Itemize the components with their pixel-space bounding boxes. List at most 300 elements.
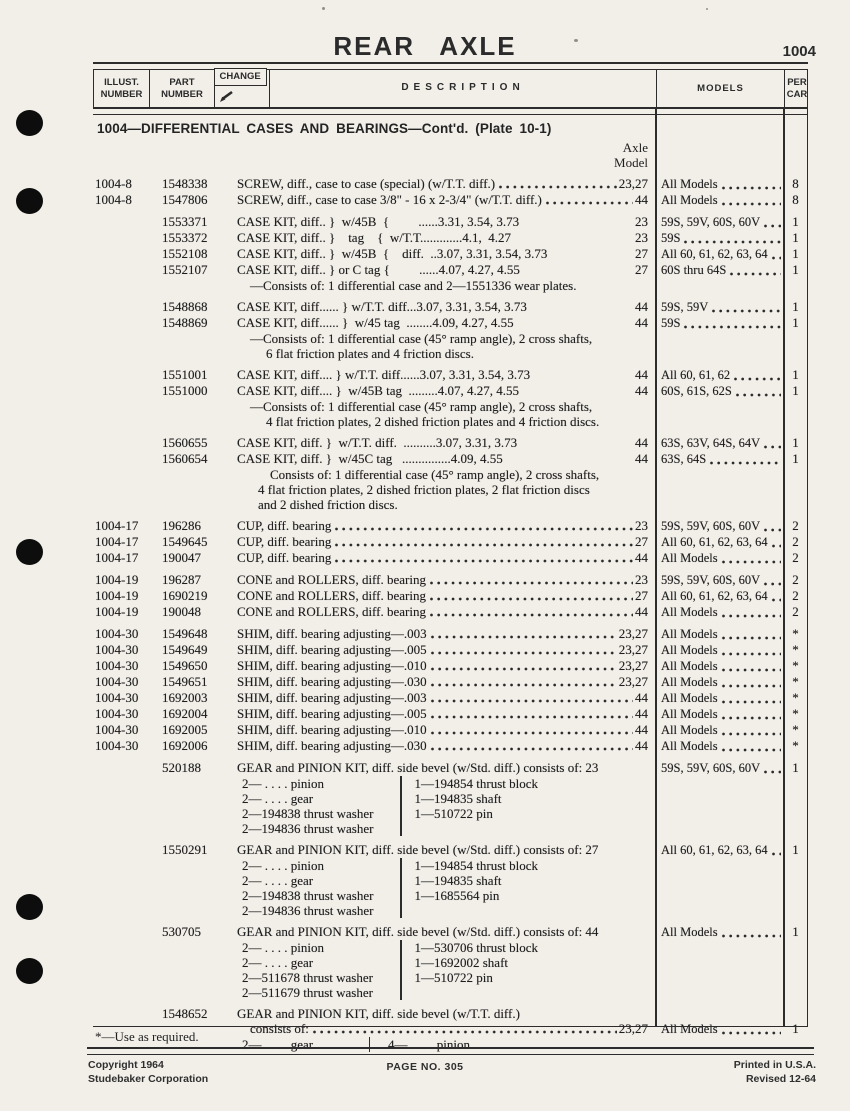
axle-model-value: 23,27 [618,658,648,673]
note-row [93,497,808,512]
description-text: SHIM, diff. bearing adjusting—.030 [237,674,427,689]
footer-text: Printed in U.S.A. [733,1059,816,1071]
table-content [93,108,808,1052]
note-row [93,467,808,482]
part-number-cell: 1560654 [162,451,208,466]
part-number-cell: 196286 [162,518,201,533]
footer-text: Revised 12-64 [745,1073,816,1085]
description-text: CASE KIT, diff...... } w/45 tag ........4.09, 4.27, 4.55 [237,315,514,330]
description-cell [237,383,648,398]
description-cell [237,842,648,857]
models-cell [658,1022,783,1037]
models-text: 60S, 61S, 62S [661,384,732,398]
row-group [93,435,808,512]
table-row [93,435,808,451]
description-text: SHIM, diff. bearing adjusting—.010 [237,658,427,673]
axle-model-value: 23,27 [618,674,648,689]
illust-number-cell: 1004-17 [95,518,139,533]
illust-number-cell: 1004-30 [95,626,139,641]
description-text: SHIM, diff. bearing adjusting—.003 [237,690,427,705]
axle-model-value: 23 [635,214,648,229]
models-text: All Models [661,627,718,641]
models-cell [658,519,783,534]
column-header-per-car [784,70,809,107]
kit-item: 2— . . . . gear [242,1037,314,1052]
description-cell [237,331,648,346]
dot-leader [763,218,781,229]
kit-left-column [242,776,400,836]
kit-item: 4— . . . . pinion [388,1037,470,1052]
description-text: SHIM, diff. bearing adjusting—.010 [237,722,427,737]
models-cell [658,316,783,331]
models-text: All Models [661,675,718,689]
dot-leader [430,693,633,704]
dot-leader [763,439,781,450]
dot-leader [735,387,781,398]
dot-leader [429,575,633,586]
part-number-cell: 1551001 [162,367,208,382]
illust-number-cell: 1004-17 [95,550,139,565]
illust-number-cell: 1004-17 [95,534,139,549]
models-cell [658,843,783,858]
description-text: —Consists of: 1 differential case (45° ramp angle), 2 cross shafts, [250,331,593,346]
dot-leader [729,266,781,277]
description-text: CASE KIT, diff.. } or C tag { ......4.07, 4.27, 4.55 [237,262,520,277]
part-number-cell: 190047 [162,550,201,565]
dot-leader [721,608,781,619]
models-text: All Models [661,723,718,737]
note-row [93,399,808,414]
per-car-cell: 1 [792,230,799,245]
part-number-cell: 1692005 [162,722,208,737]
row-group [93,176,808,208]
axle-header-line: Model [614,155,648,170]
dot-leader [683,319,781,330]
description-cell [237,278,648,293]
description-text: 4 flat friction plates, 2 dished friction plates and 4 friction discs. [266,414,600,429]
per-car-cell: 1 [792,214,799,229]
models-cell [658,452,783,467]
table-row [93,367,808,383]
column-header-part-number [149,70,214,107]
description-text: CONE and ROLLERS, diff. bearing [237,572,426,587]
description-cell [237,706,648,721]
dot-leader [721,726,781,737]
kit-item: 2— . . . . pinion [242,858,324,873]
kit-item: 1—1685564 pin [414,888,500,903]
row-group [93,626,808,754]
description-cell [237,467,648,482]
table-row [93,192,808,208]
models-cell [658,193,783,208]
models-cell [658,368,783,383]
per-car-cell: 1 [792,383,799,398]
footnote: *—Use as required. [95,1029,199,1044]
kit-item: 1—194854 thrust block [414,858,538,873]
models-cell [658,605,783,620]
axle-model-value: 23,27 [618,1021,648,1036]
note-row [93,278,808,293]
models-text: All Models [661,925,718,939]
models-cell [658,925,783,940]
models-text: All 60, 61, 62, 63, 64 [661,535,768,549]
binder-hole [16,894,43,920]
table-row [93,518,808,534]
per-car-cell: 8 [792,176,799,191]
per-car-cell: 1 [792,1021,799,1036]
per-car-cell: 1 [792,435,799,450]
kit-item: 2—511678 thrust washer [242,970,373,985]
models-cell [658,761,783,776]
axle-model-value: 27 [635,246,648,261]
table-row [93,706,808,722]
binder-hole [16,188,43,214]
models-cell [658,436,783,451]
description-cell [237,497,648,512]
dot-leader [763,522,781,533]
dot-leader [763,576,781,587]
kit-item: 2—194838 thrust washer [242,888,374,903]
models-cell [658,723,783,738]
models-cell [658,384,783,399]
dot-leader [721,180,781,191]
description-text: SHIM, diff. bearing adjusting—.005 [237,642,427,657]
models-cell [658,691,783,706]
kit-item: 2—511679 thrust washer [242,985,373,1000]
description-cell [237,262,648,277]
part-number-cell: 1549651 [162,674,208,689]
description-text: consists of: [250,1021,309,1036]
models-cell [658,573,783,588]
description-cell [237,414,648,429]
description-text: CUP, diff. bearing [237,550,332,565]
per-car-cell: 2 [792,550,799,565]
table-row [93,690,808,706]
table-row [93,842,808,858]
table-row [93,924,808,940]
change-pencil-icon [219,90,234,107]
axle-model-value: 44 [635,383,648,398]
column-header-text: NUMBER [100,88,143,100]
table-row [93,176,808,192]
part-number-cell: 1549649 [162,642,208,657]
models-text: All Models [661,1022,718,1036]
column-header-text: NUMBER [161,88,203,100]
models-cell [658,247,783,262]
models-cell [658,535,783,550]
models-text: All Models [661,707,718,721]
description-cell [237,214,648,229]
row-group [93,924,808,1000]
models-text: All 60, 61, 62 [661,368,731,382]
part-number-cell: 1553371 [162,214,208,229]
per-car-cell: 1 [792,760,799,775]
models-text: 63S, 64S [661,452,707,466]
axle-model-value: 44 [635,550,648,565]
dot-leader [721,196,781,207]
per-car-cell: 2 [792,588,799,603]
change-label: CHANGE [214,68,267,86]
illust-number-cell: 1004-30 [95,690,139,705]
axle-model-header [237,140,648,170]
models-cell [658,231,783,246]
dot-leader [429,591,633,602]
table-row [93,642,808,658]
per-car-cell: 1 [792,262,799,277]
part-number-cell: 520188 [162,760,201,775]
models-text: All Models [661,551,718,565]
description-text: 4 flat friction plates, 2 dished friction plates, 2 flat friction discs [258,482,590,497]
binder-hole [16,539,43,565]
description-text: GEAR and PINION KIT, diff. side bevel (w/Std. diff.) consists of: 27 [237,842,599,857]
row-group [93,367,808,429]
kit-item: 2—194836 thrust washer [242,903,374,918]
per-car-cell: * [792,642,799,657]
models-cell [658,675,783,690]
kit-right-column [402,940,663,1000]
description-cell [237,642,648,657]
page-number: 1004 [782,43,816,60]
description-cell [237,760,648,775]
dot-leader [771,846,781,857]
description-cell [237,399,648,414]
kit-item: 2— . . . . pinion [242,776,324,791]
dot-leader [430,629,617,640]
kit-right-column [402,858,663,918]
axle-model-value: 44 [635,192,648,207]
footer-page-no: PAGE NO. 305 [386,1061,464,1073]
row-group [93,214,808,293]
dot-leader [430,709,633,720]
kit-contents [242,858,662,918]
part-number-cell: 1548869 [162,315,208,330]
dot-leader [334,537,633,548]
scan-speck [322,7,325,10]
axle-model-value: 23 [635,230,648,245]
note-row [93,414,808,429]
table-row [93,262,808,278]
description-cell [237,690,648,705]
models-text: 59S, 59V, 60S, 60V [661,215,761,229]
dot-leader [429,607,633,618]
models-text: 59S [661,316,681,330]
part-number-cell: 1690219 [162,588,208,603]
table-row [93,315,808,331]
description-text: CONE and ROLLERS, diff. bearing [237,604,426,619]
per-car-cell: * [792,706,799,721]
kit-item: 2—194836 thrust washer [242,821,374,836]
description-text: and 2 dished friction discs. [258,497,398,512]
illust-number-cell: 1004-30 [95,706,139,721]
dot-leader [771,250,781,261]
kit-item: 2—194838 thrust washer [242,806,374,821]
description-cell [237,572,648,587]
models-text: 60S thru 64S [661,263,727,277]
models-text: 59S, 59V, 60S, 60V [661,573,761,587]
dot-leader [721,662,781,673]
models-text: All Models [661,739,718,753]
column-header-text: CAR [786,88,808,100]
description-cell [237,299,648,314]
footer-text: Copyright 1964 [88,1059,164,1071]
kit-item: 1—1692002 shaft [414,955,509,970]
table-rule [93,62,808,70]
kit-contents [242,776,662,836]
description-text: CASE KIT, diff.. } w/45B { diff. ..3.07, 3.31, 3.54, 3.73 [237,246,548,261]
kit-left-column [242,858,400,918]
column-header-text: ILLUST. [104,76,139,88]
table-row [93,658,808,674]
description-cell [237,674,648,689]
column-header-models: MODELS [656,70,784,107]
kit-right-column [402,776,663,836]
illust-number-cell: 1004-19 [95,588,139,603]
footer-text: Studebaker Corporation [88,1073,209,1085]
footer-printed [734,1058,816,1086]
models-text: All Models [661,177,718,191]
axle-model-value: 44 [635,299,648,314]
part-number-cell: 1551000 [162,383,208,398]
description-text: SCREW, diff., case to case 3/8" - 16 x 2-3/4" (w/T.T. diff.) [237,192,542,207]
axle-model-value: 44 [635,451,648,466]
description-cell [237,722,648,737]
axle-model-value: 23,27 [618,626,648,641]
per-car-cell: 2 [792,572,799,587]
per-car-cell: 2 [792,604,799,619]
section-heading: 1004—DIFFERENTIAL CASES AND BEARINGS—Cont'd. (Plate 10-1) [97,121,552,136]
illust-number-cell: 1004-30 [95,738,139,753]
models-text: 59S, 59V [661,300,709,314]
description-cell [237,482,648,497]
dot-leader [721,694,781,705]
axle-model-value: 27 [635,262,648,277]
axle-model-value: 27 [635,588,648,603]
axle-model-value: 44 [635,690,648,705]
dot-leader [430,645,617,656]
part-number-cell: 1547806 [162,192,208,207]
description-cell [237,1006,648,1021]
table-row [93,604,808,620]
kit-item: 1—194854 thrust block [414,776,538,791]
illust-number-cell: 1004-19 [95,604,139,619]
models-text: All Models [661,643,718,657]
kit-item: 1—194835 shaft [414,791,502,806]
description-cell [237,924,648,939]
per-car-cell: 1 [792,299,799,314]
per-car-cell: * [792,738,799,753]
per-car-cell: 1 [792,315,799,330]
kit-item: 2— . . . . gear [242,955,314,970]
part-number-cell: 1549650 [162,658,208,673]
kit-item: 2— . . . . gear [242,791,314,806]
part-number-cell: 196287 [162,572,201,587]
dot-leader [763,764,781,775]
part-number-cell: 1553372 [162,230,208,245]
table-row [93,738,808,754]
table-row [93,299,808,315]
description-text: GEAR and PINION KIT, diff. side bevel (w/Std. diff.) consists of: 23 [237,760,599,775]
table-row [93,246,808,262]
description-text: SHIM, diff. bearing adjusting—.003 [237,626,427,641]
models-text: 59S [661,231,681,245]
table-rule [93,1026,808,1027]
table-row [93,588,808,604]
description-cell [237,192,648,207]
illust-number-cell: 1004-30 [95,674,139,689]
description-text: CASE KIT, diff. } w/T.T. diff. ..........3.07, 3.31, 3.73 [237,435,518,450]
models-cell [658,643,783,658]
column-header-illust-number [94,70,149,107]
dot-leader [430,741,633,752]
models-cell [658,707,783,722]
models-cell [658,551,783,566]
dot-leader [721,630,781,641]
column-header-text: PART [169,76,195,88]
models-text: 63S, 63V, 64S, 64V [661,436,761,450]
part-number-cell: 1552107 [162,262,208,277]
table-row [93,1021,808,1037]
illust-number-cell: 1004-30 [95,658,139,673]
models-cell [658,739,783,754]
axle-model-value: 23 [635,518,648,533]
dot-leader [498,179,617,190]
models-text: 59S, 59V, 60S, 60V [661,761,761,775]
kit-item: 1—530706 thrust block [414,940,538,955]
per-car-cell: 1 [792,451,799,466]
models-cell [658,589,783,604]
axle-model-value: 23,27 [618,642,648,657]
binder-hole [16,958,43,984]
dot-leader [334,553,633,564]
description-text: GEAR and PINION KIT, diff. side bevel (w/T.T. diff.) [237,1006,520,1021]
description-text: CASE KIT, diff.. } tag { w/T.T.............4.1, 4.27 [237,230,512,245]
table-row [93,722,808,738]
illust-number-cell: 1004-30 [95,722,139,737]
note-row [93,482,808,497]
kit-item: 1—194835 shaft [414,873,502,888]
description-cell [237,451,648,466]
axle-model-value: 27 [635,534,648,549]
table-row [93,214,808,230]
kit-item: 2— . . . . pinion [242,940,324,955]
description-cell [237,518,648,533]
table-row [93,230,808,246]
illust-number-cell: 1004-8 [95,192,132,207]
dot-leader [721,554,781,565]
dot-leader [683,234,781,245]
models-text: All Models [661,605,718,619]
description-text: CASE KIT, diff.. } w/45B { ......3.31, 3.54, 3.73 [237,214,520,229]
table-row [93,1006,808,1021]
column-header-change [214,70,269,107]
per-car-cell: 1 [792,367,799,382]
models-cell [658,659,783,674]
description-text: SHIM, diff. bearing adjusting—.030 [237,738,427,753]
part-number-cell: 1692004 [162,706,208,721]
description-text: —Consists of: 1 differential case (45° ramp angle), 2 cross shafts, [250,399,593,414]
rows-container [93,176,808,1052]
description-text: Consists of: 1 differential case (45° ramp angle), 2 cross shafts, [270,467,600,482]
table-row [93,451,808,467]
description-text: CASE KIT, diff.... } w/45B tag .........4.07, 4.27, 4.55 [237,383,520,398]
axle-header-line: Axle [622,140,648,155]
description-cell [237,534,648,549]
row-group [93,518,808,566]
part-number-cell: 1552108 [162,246,208,261]
part-number-cell: 1548338 [162,176,208,191]
note-row [93,346,808,361]
per-car-cell: * [792,674,799,689]
